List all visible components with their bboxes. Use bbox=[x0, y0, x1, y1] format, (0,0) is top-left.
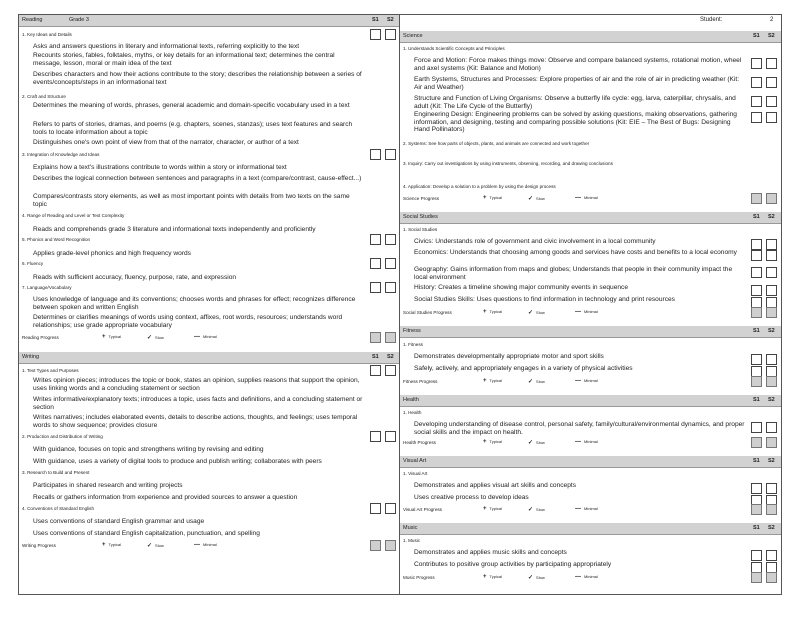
section-label: 7. Language/Vocabulary bbox=[22, 285, 72, 290]
minus-symbol-icon: — bbox=[575, 439, 581, 445]
check-symbol-icon: ✓ bbox=[528, 440, 534, 446]
check-symbol-icon: ✓ bbox=[528, 310, 534, 316]
section-label: 1. Music bbox=[403, 538, 421, 543]
progress-row bbox=[22, 335, 367, 340]
s1-grade-box[interactable] bbox=[751, 354, 762, 365]
progress-row bbox=[403, 507, 748, 512]
plus-key bbox=[102, 542, 121, 548]
s1-progress-box[interactable] bbox=[370, 540, 381, 551]
check-symbol-icon: ✓ bbox=[528, 379, 534, 385]
standard-item: Uses conventions of standard English grammar and usage bbox=[33, 518, 205, 525]
standard-item: Participates in shared research and writing projects bbox=[33, 482, 183, 489]
standard-item: Uses conventions of standard English capitalization, punctuation, and spelling bbox=[33, 530, 260, 537]
plus-symbol-icon: + bbox=[483, 195, 487, 201]
standard-item: Safely, actively, and appropriately engages in a variety of physical activities bbox=[414, 365, 633, 372]
standard-item: Describes the logical connection between sentences and paragraphs in a text (compare/contrast, cause-effect...) bbox=[33, 175, 362, 182]
s2-progress-box[interactable] bbox=[766, 572, 777, 583]
section-label: 1. Visual Art bbox=[403, 471, 428, 476]
s1-grade-box[interactable] bbox=[751, 550, 762, 561]
plus-key-text: Typical bbox=[108, 542, 121, 547]
standard-item: Recalls or gathers information from experience and provided sources to answer a question bbox=[33, 494, 298, 501]
minus-symbol-icon: — bbox=[575, 309, 581, 315]
s1-grade-box[interactable] bbox=[370, 282, 381, 293]
s2-grade-box[interactable] bbox=[385, 431, 396, 442]
s1-grade-box[interactable] bbox=[751, 96, 762, 107]
progress-label: Reading Progress bbox=[22, 335, 59, 340]
check-symbol-icon: ✓ bbox=[147, 543, 153, 549]
s1-label: S1 bbox=[753, 458, 760, 464]
science-title: Science bbox=[403, 33, 423, 39]
s1-grade-box[interactable] bbox=[370, 431, 381, 442]
s1-progress-box[interactable] bbox=[751, 572, 762, 583]
s2-grade-box[interactable] bbox=[766, 267, 777, 278]
s2-label: S2 bbox=[768, 328, 775, 334]
s1-label: S1 bbox=[372, 17, 379, 23]
s1-grade-box[interactable] bbox=[751, 267, 762, 278]
s1-grade-box[interactable] bbox=[751, 285, 762, 296]
s1-grade-box[interactable] bbox=[370, 258, 381, 269]
s2-label: S2 bbox=[768, 458, 775, 464]
check-key bbox=[528, 506, 545, 513]
health-title: Health bbox=[403, 397, 419, 403]
grade-label: Grade 3 bbox=[69, 17, 89, 23]
check-symbol-icon: ✓ bbox=[528, 196, 534, 202]
report-card-page bbox=[18, 14, 782, 595]
minus-key bbox=[575, 506, 598, 512]
check-key bbox=[528, 195, 545, 202]
s2-progress-box[interactable] bbox=[385, 332, 396, 343]
fitness-header bbox=[400, 326, 781, 338]
plus-key-text: Typical bbox=[108, 334, 121, 339]
s2-label: S2 bbox=[768, 525, 775, 531]
visual-art-header bbox=[400, 456, 781, 468]
plus-key bbox=[483, 574, 502, 580]
plus-key-text: Typical bbox=[489, 506, 502, 511]
s2-grade-box[interactable] bbox=[385, 282, 396, 293]
s2-grade-box[interactable] bbox=[385, 234, 396, 245]
section-label: 4. Conventions of Standard English bbox=[22, 506, 95, 511]
check-key bbox=[147, 542, 164, 549]
right-column bbox=[400, 15, 781, 594]
standard-item: Earth Systems, Structures and Processes: Explore properties of air and the role of air in predicting weather (Kit: Air and Weather) bbox=[414, 76, 740, 91]
section-label: 3. Integration of Knowledge and Ideas bbox=[22, 152, 100, 157]
standard-item: Force and Motion: Force makes things move: Observe and compare balanced systems, rotational motion, wheel and axel systems (Kit: Balance and Motion) bbox=[414, 57, 742, 72]
minus-key-text: Minimal bbox=[203, 542, 217, 547]
section-label: 1. Health bbox=[403, 410, 422, 415]
check-key-text: Slow bbox=[155, 543, 164, 548]
section-label: 3. Research to Build and Present bbox=[22, 470, 90, 475]
s2-grade-box[interactable] bbox=[766, 112, 777, 123]
section-label: 1. Key Ideas and Details bbox=[22, 32, 72, 37]
standard-item: Uses creative process to develop ideas bbox=[414, 494, 529, 501]
s2-grade-box[interactable] bbox=[766, 422, 777, 433]
visual-art-title: Visual Art bbox=[403, 458, 427, 464]
standard-item: Geography: Gains information from maps and globes; Understands that people in their community impact the local environment bbox=[414, 266, 733, 281]
minus-symbol-icon: — bbox=[194, 334, 200, 340]
check-key-text: Slow bbox=[536, 379, 545, 384]
s2-grade-box[interactable] bbox=[766, 483, 777, 494]
section-label: 1. Text Types and Purposes bbox=[22, 368, 79, 373]
check-symbol-icon: ✓ bbox=[528, 507, 534, 513]
s1-grade-box[interactable] bbox=[370, 149, 381, 160]
section-label: 1. Understands Scientific Concepts and Principles bbox=[403, 46, 505, 51]
minus-key bbox=[194, 542, 217, 548]
plus-symbol-icon: + bbox=[483, 309, 487, 315]
plus-key bbox=[483, 309, 502, 315]
s1-grade-box[interactable] bbox=[370, 234, 381, 245]
s1-grade-box[interactable] bbox=[751, 112, 762, 123]
standard-item: Writes informative/explanatory texts; introduces a topic, uses facts and definitions, and a concluding statement or section bbox=[33, 396, 363, 411]
progress-row bbox=[403, 379, 748, 384]
s2-progress-box[interactable] bbox=[385, 540, 396, 551]
minus-key bbox=[194, 334, 217, 340]
standard-item: Recounts stories, fables, folktales, myths, or key details for an informational text; determines the central message, lesson, moral or main idea of the text bbox=[33, 52, 335, 67]
s1-grade-box[interactable] bbox=[751, 239, 762, 250]
check-key bbox=[528, 378, 545, 385]
standard-item: Reads and comprehends grade 3 literature and informational texts independently and proficiently bbox=[33, 226, 316, 233]
s1-progress-box[interactable] bbox=[751, 504, 762, 515]
section-label: 1. Fitness bbox=[403, 342, 423, 347]
progress-label: Music Progress bbox=[403, 575, 435, 580]
standard-item: Reads with sufficient accuracy, fluency, purpose, rate, and expression bbox=[33, 274, 237, 281]
minus-key bbox=[575, 195, 598, 201]
social-studies-title: Social Studies bbox=[403, 214, 438, 220]
check-key-text: Slow bbox=[536, 440, 545, 445]
check-key bbox=[528, 309, 545, 316]
s1-progress-box[interactable] bbox=[751, 307, 762, 318]
plus-symbol-icon: + bbox=[483, 506, 487, 512]
s2-label: S2 bbox=[387, 17, 394, 23]
standard-item: Writes opinion pieces; introduces the topic or book, states an opinion, supplies reasons that support the opinion, uses linking words and a concluding statement or section bbox=[33, 377, 360, 392]
s2-grade-box[interactable] bbox=[766, 285, 777, 296]
s2-grade-box[interactable] bbox=[766, 250, 777, 261]
minus-symbol-icon: — bbox=[575, 506, 581, 512]
s2-label: S2 bbox=[768, 214, 775, 220]
minus-key-text: Minimal bbox=[584, 574, 598, 579]
check-key-text: Slow bbox=[536, 310, 545, 315]
s1-progress-box[interactable] bbox=[751, 376, 762, 387]
minus-key bbox=[575, 378, 598, 384]
standard-item: Civics: Understands role of government and civic involvement in a local community bbox=[414, 238, 656, 245]
standard-item: Distinguishes one's own point of view from that of the narrator, character, or author of a text bbox=[33, 139, 299, 146]
fitness-title: Fitness bbox=[403, 328, 421, 334]
progress-row bbox=[403, 575, 748, 580]
standard-item: History: Creates a timeline showing major community events in sequence bbox=[414, 284, 629, 291]
s2-label: S2 bbox=[768, 397, 775, 403]
standard-item: Uses knowledge of language and its conventions; chooses words and phrases for effect; recognizes difference between spoken and written English bbox=[33, 296, 356, 311]
check-key-text: Slow bbox=[536, 196, 545, 201]
check-key bbox=[147, 334, 164, 341]
s2-grade-box[interactable] bbox=[766, 77, 777, 88]
s1-grade-box[interactable] bbox=[751, 58, 762, 69]
section-label: 1. Social Studies bbox=[403, 227, 438, 232]
progress-row bbox=[403, 196, 748, 201]
progress-label: Social Studies Progress bbox=[403, 310, 452, 315]
s2-progress-box[interactable] bbox=[766, 307, 777, 318]
progress-label: Writing Progress bbox=[22, 543, 56, 548]
minus-key-text: Minimal bbox=[203, 334, 217, 339]
s2-label: S2 bbox=[768, 33, 775, 39]
science-header bbox=[400, 31, 781, 43]
section-label: 4. Range of Reading and Level or Text Complexity bbox=[22, 213, 125, 218]
minus-key-text: Minimal bbox=[584, 378, 598, 383]
standard-item: Refers to parts of stories, dramas, and poems (e.g. chapters, scenes, stanzas); uses text features and search tools to locate information about a topic bbox=[33, 121, 353, 136]
s1-grade-box[interactable] bbox=[751, 250, 762, 261]
plus-symbol-icon: + bbox=[483, 574, 487, 580]
plus-key bbox=[483, 378, 502, 384]
check-symbol-icon: ✓ bbox=[528, 575, 534, 581]
standard-item: Compares/contrasts story elements, as well as most important points with details from two texts on the same topic bbox=[33, 193, 350, 208]
minus-key-text: Minimal bbox=[584, 439, 598, 444]
plus-key-text: Typical bbox=[489, 309, 502, 314]
s2-grade-box[interactable] bbox=[766, 354, 777, 365]
s2-grade-box[interactable] bbox=[766, 58, 777, 69]
section-label: 5. Phonics and Word Recognition bbox=[22, 237, 91, 242]
s2-progress-box[interactable] bbox=[766, 437, 777, 448]
s1-label: S1 bbox=[372, 354, 379, 360]
left-column bbox=[19, 15, 400, 594]
minus-key-text: Minimal bbox=[584, 309, 598, 314]
page-number: 2 bbox=[770, 17, 774, 23]
s2-grade-box[interactable] bbox=[766, 239, 777, 250]
plus-key-text: Typical bbox=[489, 378, 502, 383]
progress-label: Visual Art Progress bbox=[403, 507, 442, 512]
plus-key bbox=[102, 334, 121, 340]
s1-progress-box[interactable] bbox=[370, 332, 381, 343]
s1-label: S1 bbox=[753, 328, 760, 334]
plus-symbol-icon: + bbox=[483, 439, 487, 445]
standard-item: Demonstrates and applies visual art skills and concepts bbox=[414, 482, 576, 489]
standard-item: Social Studies Skills: Uses questions to find information in technology and print resources bbox=[414, 296, 675, 303]
plus-symbol-icon: + bbox=[483, 378, 487, 384]
standard-item: Applies grade-level phonics and high frequency words bbox=[33, 250, 191, 257]
minus-symbol-icon: — bbox=[194, 542, 200, 548]
s2-grade-box[interactable] bbox=[385, 149, 396, 160]
s1-grade-box[interactable] bbox=[370, 365, 381, 376]
standard-item: Developing understanding of disease control, personal safety, family/cultural/environmental dynamics, and proper social skills and the impact on health. bbox=[414, 421, 745, 436]
s1-grade-box[interactable] bbox=[751, 483, 762, 494]
section-label: 2. Production and Distribution of Writing bbox=[22, 434, 103, 439]
section-label: 2. Craft and Structure bbox=[22, 94, 66, 99]
social-studies-header bbox=[400, 212, 781, 224]
s2-grade-box[interactable] bbox=[385, 503, 396, 514]
check-key-text: Slow bbox=[155, 335, 164, 340]
section-label: 6. Fluency bbox=[22, 261, 44, 266]
s1-grade-box[interactable] bbox=[370, 503, 381, 514]
s1-grade-box[interactable] bbox=[751, 77, 762, 88]
reading-header bbox=[19, 15, 399, 27]
progress-row bbox=[403, 440, 748, 445]
standard-item: Structure and Function of Living Organisms: Observe a butterfly life cycle: egg, larva, caterpillar, chrysalis, and adult (Kit: The Life Cycle of the Butterfly) bbox=[414, 95, 736, 110]
check-key bbox=[528, 439, 545, 446]
standard-item: Contributes to positive group activities by participating appropriately bbox=[414, 561, 612, 568]
minus-key-text: Minimal bbox=[584, 195, 598, 200]
check-key-text: Slow bbox=[536, 507, 545, 512]
s1-progress-box[interactable] bbox=[751, 437, 762, 448]
section-label: 4. Application: Develop a solution to a problem by using the design process bbox=[403, 184, 556, 189]
plus-key-text: Typical bbox=[489, 195, 502, 200]
student-label: Student: bbox=[700, 17, 723, 23]
progress-label: Health Progress bbox=[403, 440, 436, 445]
plus-symbol-icon: + bbox=[102, 542, 106, 548]
health-header bbox=[400, 395, 781, 407]
progress-row bbox=[22, 543, 367, 548]
progress-row bbox=[403, 310, 748, 315]
s2-grade-box[interactable] bbox=[385, 365, 396, 376]
reading-title: Reading bbox=[22, 17, 43, 23]
section-label: 3. Inquiry: Carry out investigations by using instruments, observing, recording, and drawing conclusions bbox=[403, 161, 613, 166]
standard-item: Explains how a text's illustrations contribute to words within a story or informational text bbox=[33, 164, 287, 171]
writing-title: Writing bbox=[22, 354, 40, 360]
s2-progress-box[interactable] bbox=[766, 193, 777, 204]
standard-item: Demonstrates and applies music skills and concepts bbox=[414, 549, 567, 556]
s1-label: S1 bbox=[753, 397, 760, 403]
progress-label: Fitness Progress bbox=[403, 379, 438, 384]
s2-grade-box[interactable] bbox=[766, 96, 777, 107]
standard-item: Demonstrates developmentally appropriate motor and sport skills bbox=[414, 353, 604, 360]
standard-item: With guidance, uses a variety of digital tools to produce and publish writing; collaborates with peers bbox=[33, 458, 322, 465]
s1-grade-box[interactable] bbox=[370, 29, 381, 40]
plus-key bbox=[483, 439, 502, 445]
section-label: 2. Systems: See how parts of objects, plants, and animals are connected and work together bbox=[403, 141, 590, 146]
plus-symbol-icon: + bbox=[102, 334, 106, 340]
music-header bbox=[400, 523, 781, 535]
s1-grade-box[interactable] bbox=[751, 422, 762, 433]
minus-key bbox=[575, 574, 598, 580]
s2-grade-box[interactable] bbox=[766, 550, 777, 561]
minus-symbol-icon: — bbox=[575, 574, 581, 580]
music-title: Music bbox=[403, 525, 418, 531]
check-key bbox=[528, 574, 545, 581]
s2-progress-box[interactable] bbox=[766, 504, 777, 515]
minus-symbol-icon: — bbox=[575, 195, 581, 201]
s2-grade-box[interactable] bbox=[385, 258, 396, 269]
s1-progress-box[interactable] bbox=[751, 193, 762, 204]
s1-label: S1 bbox=[753, 214, 760, 220]
plus-key-text: Typical bbox=[489, 439, 502, 444]
check-key-text: Slow bbox=[536, 575, 545, 580]
minus-key bbox=[575, 309, 598, 315]
writing-header bbox=[19, 352, 399, 364]
standard-item: Determines the meaning of words, phrases, general academic and domain-specific vocabulary used in a text bbox=[33, 102, 350, 109]
minus-key-text: Minimal bbox=[584, 506, 598, 511]
standard-item: With guidance, focuses on topic and strengthens writing by revising and editing bbox=[33, 446, 264, 453]
check-symbol-icon: ✓ bbox=[147, 335, 153, 341]
student-header bbox=[400, 15, 781, 26]
standard-item: Determines or clarifies meanings of words using context, affixes, root words, resources; understands word relationships; use grade appropriate vocabulary bbox=[33, 314, 343, 329]
plus-key bbox=[483, 195, 502, 201]
s2-progress-box[interactable] bbox=[766, 376, 777, 387]
standard-item: Writes narratives; includes elaborated events, details to describe actions, thoughts, and feelings; uses temporal words to show sequence; provides closure bbox=[33, 414, 358, 429]
standard-item: Asks and answers questions in literary and informational texts, referring explicitly to the text bbox=[33, 43, 300, 50]
minus-symbol-icon: — bbox=[575, 378, 581, 384]
plus-key-text: Typical bbox=[489, 574, 502, 579]
standard-item: Engineering Design: Engineering problems can be solved by asking questions, making observations, gathering information, and designing, testing and comparing possible solutions (Kit: EIE – The Best of Bugs: Designing Hand Pollinators) bbox=[414, 111, 737, 133]
s2-grade-box[interactable] bbox=[385, 29, 396, 40]
s1-label: S1 bbox=[753, 33, 760, 39]
standard-item: Economics: Understands that choosing among goods and services have costs and benefits to a local economy bbox=[414, 249, 737, 256]
standard-item: Describes characters and how their actions contribute to the story; describes the relationship between a series of events/concepts/steps in an informational text bbox=[33, 71, 362, 86]
plus-key bbox=[483, 506, 502, 512]
s2-label: S2 bbox=[387, 354, 394, 360]
minus-key bbox=[575, 439, 598, 445]
progress-label: Science Progress bbox=[403, 196, 440, 201]
s1-label: S1 bbox=[753, 525, 760, 531]
